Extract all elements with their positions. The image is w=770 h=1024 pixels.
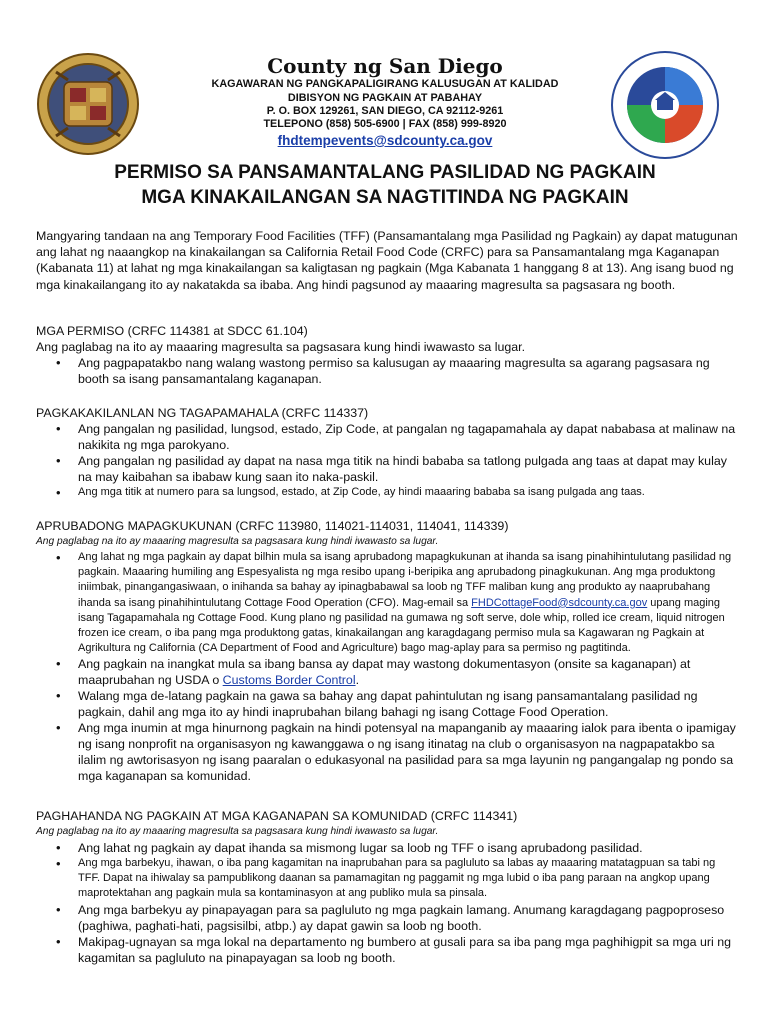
intro-paragraph: Mangyaring tandaan na ang Temporary Food Facilities (TFF) (Pansamantalang mga Pasilidad ng Pagkain) ay dapat matugunan ang lahat ng naaangkop na kinakailangan sa California Retail Food Code (CRFC) para sa Pansamantalang mga Kaganapan (Kabanata 11) at lahat ng mga kinakailangan sa kaligtasan ng pagkain (Mga Kabanata 1 hanggang 8 at 13). Ang isang buod ng mga kinakailangang ito ay nakatakda sa ibaba. Ang hindi pagsunod ay maaaring magresulta sa pagsasara ng booth.: [36, 229, 738, 292]
permits-note: Ang paglabag na ito ay maaaring magresulta sa pagsasara kung hindi iwawasto sa lugar.: [36, 340, 526, 354]
division-name: DIBISYON NG PAGKAIN AT PABAHAY: [287, 92, 483, 104]
document-title: [30, 160, 740, 210]
sources-heading: APRUBADONG MAPAGKUKUNAN (CRFC 113980, 114021-114031, 114041, 114339): [36, 519, 509, 533]
list-item: • Ang mga barbekyu ay pinapayagan para sa pagluluto ng mga pagkain lamang. Anumang karagdagang pagpoproseso (paghiwa, paghati-hati, pagsisilbi, atbp.) ay dapat gawin sa loob ng booth.: [36, 902, 740, 934]
sources-list: [36, 550, 740, 784]
sources-item2-text-a: Ang pagkain na inangkat mula sa ibang bansa ay dapat may wastong dokumentasyon (onsite sa kaganapan) at maaprubahan ng USDA o: [78, 657, 691, 688]
sources-item2-text-b: .: [355, 673, 360, 688]
county-name: County ng San Diego: [267, 54, 503, 78]
permits-section: [36, 323, 740, 387]
title-line-1: PERMISO SA PANSAMANTALANG PASILIDAD NG PAGKAIN: [114, 162, 656, 183]
permits-list: [36, 355, 740, 387]
list-item: • Ang mga titik at numero para sa lungsod, estado, at Zip Code, ay hindi maaaring bababa sa isang pulgada ang taas.: [36, 485, 740, 500]
list-item: [36, 656, 740, 688]
operator-section: [36, 405, 740, 500]
letterhead: [0, 0, 770, 160]
sources-note: Ang paglabag na ito ay maaaring magresulta sa pagsasara kung hindi iwawasto sa lugar.: [36, 536, 439, 547]
list-item: • Ang mga inumin at mga hinurnong pagkain na hindi potensyal na mapanganib ay maaaring ialok para ibenta o ipamigay ng isang nonprofit na organisasyon ng kawanggawa o ng isang itinatag na club o organisasyon na nagpapatakbo sa ilalim ng awtorisasyon ng isang paaralan o edukasyonal na pasilidad para sa mga layunin ng pangangalap ng pondo sa mga kaganapan sa komunidad.: [36, 720, 740, 784]
list-item: • Ang pagpapatakbo nang walang wastong permiso sa kalusugan ay maaaring magresulta sa agarang pagsasara ng booth sa isang pansamantalang kaganapan.: [36, 355, 740, 387]
list-item: • Walang mga de-latang pagkain na gawa sa bahay ang dapat pahintulutan ng isang pansamantalang pasilidad ng pagkain, dahil ang mga ito ay hindi inaprubahan bilang bahagi ng isang Cottage Food Operation.: [36, 688, 740, 720]
list-item: [36, 550, 740, 656]
cottage-food-email-link[interactable]: FHDCottageFood@sdcounty.ca.gov: [471, 596, 648, 609]
county-seal-icon: [36, 52, 140, 156]
list-item: • Makipag-ugnayan sa mga lokal na departamento ng bumbero at gusali para sa iba pang mga paghihigpit sa mga uri ng kagamitan sa pagluluto na pinapayagan sa loob ng booth.: [36, 934, 740, 966]
list-item: • Ang pangalan ng pasilidad, lungsod, estado, Zip Code, at pangalan ng tagapamahala ay dapat nababasa at malinaw na nakikita ng mga parokyano.: [36, 421, 740, 453]
list-item: • Ang pangalan ng pasilidad ay dapat na nasa mga titik na hindi bababa sa tatlong pulgada ang taas at dapat may kulay na may kaibahan sa ibabaw kung saan ito naka-paskil.: [36, 453, 740, 485]
email-link[interactable]: fhdtempevents@sdcounty.ca.gov: [277, 133, 493, 148]
phone-fax: TELEPONO (858) 505-6900 | FAX (858) 999-8920: [263, 118, 507, 130]
sources-section: [36, 518, 740, 784]
operator-heading: PAGKAKAKILANLAN NG TAGAPAMAHALA (CRFC 114337): [36, 406, 369, 420]
customs-border-control-link[interactable]: Customs Border Control: [222, 673, 356, 688]
operator-list: [36, 421, 740, 500]
prep-section: [36, 808, 740, 966]
permits-heading: MGA PERMISO (CRFC 114381 at SDCC 61.104): [36, 324, 308, 338]
sources-item1-text-a: Ang lahat ng mga pagkain ay dapat bilhin mula sa isang aprubadong mapagkukunan at ihanda sa isang pinahihintulutang pasilidad ng pagkain. Maaaring humiling ang Espesyalista ng mga resibo upang i-beripika ang aprubadong pinagkukunan. Ang mga produktong iniimbak, pinangangasiwaan, o inihanda sa bahay ay ipinagbabawal sa loob ng TFF maliban kung ang produkto ay naaprubahang ihanda sa isang pinahihintulutang Cottage Food Operation (CFO). Mag-email sa: [78, 551, 732, 609]
department-name: KAGAWARAN NG PANGKAPALIGIRANG KALUSUGAN AT KALIDAD: [211, 78, 559, 90]
prep-heading: PAGHAHANDA NG PAGKAIN AT MGA KAGANAPAN SA KOMUNIDAD (CRFC 114341): [36, 809, 518, 823]
prep-note: Ang paglabag na ito ay maaaring magresulta sa pagsasara kung hindi iwawasto sa lugar.: [36, 826, 439, 837]
title-line-2: MGA KINAKAILANGAN SA NAGTITINDA NG PAGKAIN: [141, 187, 629, 208]
environmental-health-logo-icon: [610, 50, 720, 160]
list-item: • Ang mga barbekyu, ihawan, o iba pang kagamitan na inaprubahan para sa pagluluto sa labas ay maaaring matatagpuan sa tabi ng TFF. Dapat na ihiwalay sa pampublikong daanan sa pamamagitan ng paggamit ng mga lubid o iba pang paraan na angkop upang maprotektahan ang pagkain mula sa kontaminasyon at ang publiko mula sa pinsala.: [36, 856, 740, 902]
sources-item1-text-b: upang maging isang Tagapamahala ng Cottage Food. Kung plano ng pasilidad na gumawa ng soft serve, dole whip, rolled ice cream, liquid nitrogen frozen ice cream, o iba pang mga produktong gatas, kinakailangan ang karagdagang permiso mula sa Kagawaran ng Pagkain at Agrikultura ng California (CA Department of Food and Agriculture) bago mag-aplay para sa permiso ng pagtitinda.: [78, 596, 725, 655]
mailing-address: P. O. BOX 129261, SAN DIEGO, CA 92112-9261: [266, 105, 504, 117]
list-item: • Ang lahat ng pagkain ay dapat ihanda sa mismong lugar sa loob ng TFF o isang aprubadong pasilidad.: [36, 840, 740, 856]
prep-list: [36, 840, 740, 966]
